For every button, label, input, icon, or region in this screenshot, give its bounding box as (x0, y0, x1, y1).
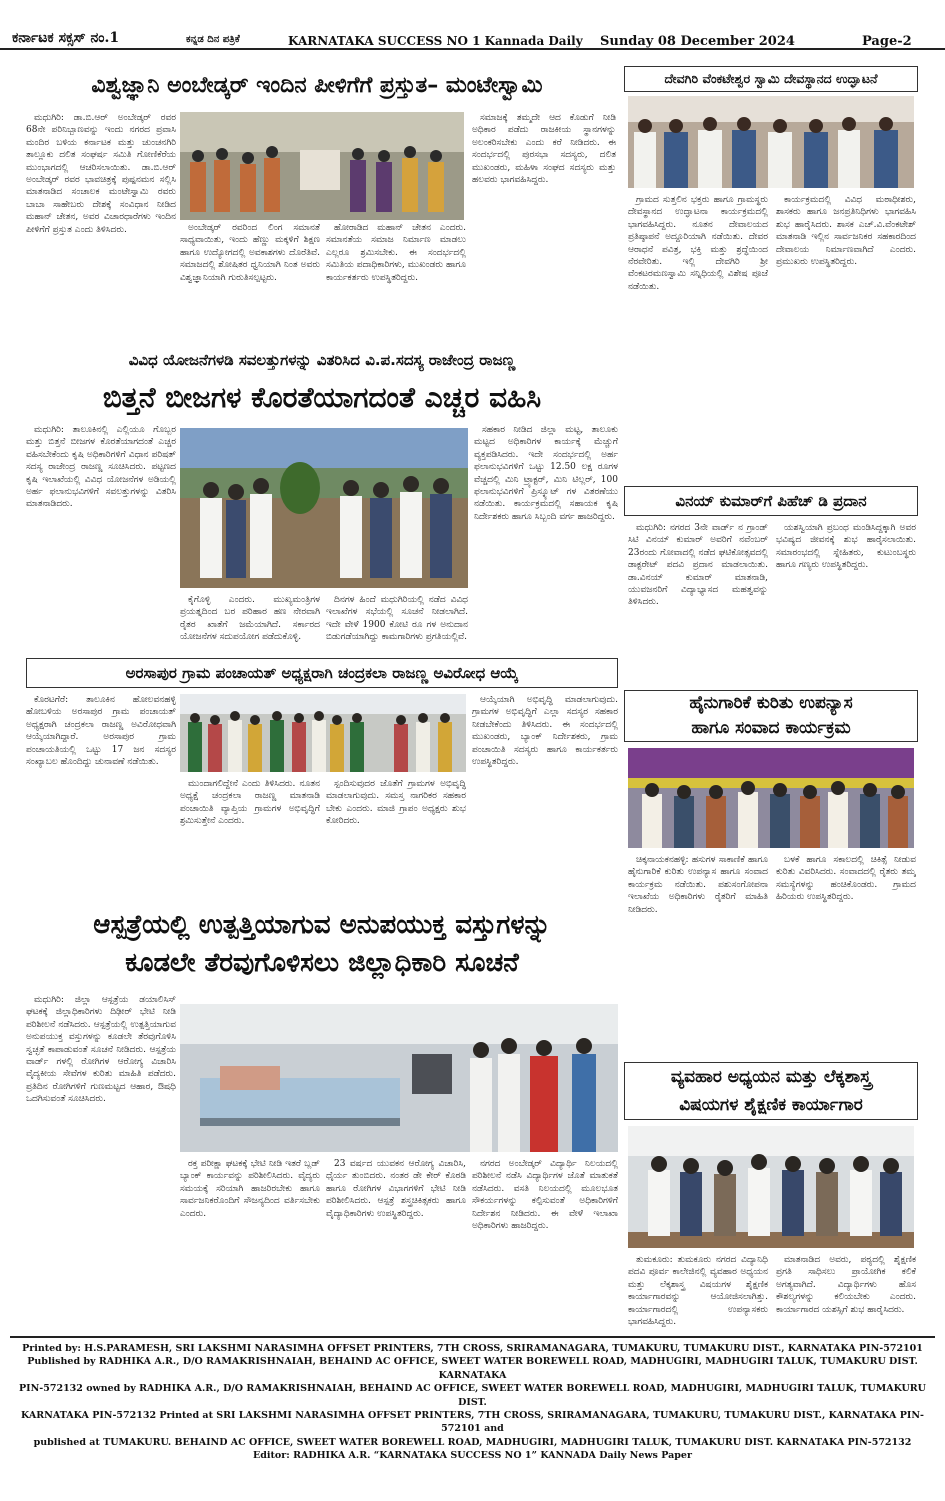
panchayat-col-4: ಆಯ್ಕೆಯಾಗಿ ಅಭಿವೃದ್ಧಿ ಮಾಡಲಾಗುವುದು. ಗ್ರಾಮಗಳ ಅಭಿವೃದ್ಧಿಗೆ ಎಲ್ಲಾ ಸದಸ್ಯರ ಸಹಕಾರ ನೀಡಬೇಕೆಂದು ತಿಳಿಸಿದರು. ಈ ಸಂದರ್ಭದಲ್ಲಿ ಮುಖಂಡರು, ಬ್ಯಾಂಕ್ ನಿರ್ದೇಶಕರು, ಗ್ರಾಮ ಪಂಚಾಯಿತಿ ಸದಸ್ಯರು ಹಾಗೂ ಕಾರ್ಯಕರ್ತರು ಉಪಸ್ಥಿತರಿದ್ದರು. (472, 695, 618, 768)
hospital-headline-line-2: ಕೂಡಲೇ ತೆರವುಗೊಳಿಸಲು ಜಿಲ್ಲಾಧಿಕಾರಿ ಸೂಚನೆ (125, 948, 519, 978)
doctorate-col-1: ಮಧುಗಿರಿ: ನಗರದ 3ನೇ ವಾರ್ಡ್ ನ ಗ್ರಾಂಡ್ ಸಿಟಿ ವಿನಯ್ ಕುಮಾರ್ ಅವರಿಗೆ ನವೆಂಬರ್ 23ರಂದು ಗೋವಾದಲ್ಲಿ ನಡೆದ ಘಟಿಕೋತ್ಸವದಲ್ಲಿ ಡಾಕ್ಟರೇಟ್ ಪದವಿ ಪ್ರದಾನ ಮಾಡಲಾಯಿತು. ಡಾ.ವಿನಯ್ ಕುಮಾರ್ ಮಾತನಾಡಿ, ಯುವಜನರಿಗೆ ವಿದ್ಯಾಭ್ಯಾಸದ ಮಹತ್ವವನ್ನು ತಿಳಿಸಿದರು. (628, 523, 768, 608)
sericulture-headline-line-2: ಹಾಗೂ ಸಂವಾದ ಕಾರ್ಯಕ್ರಮ (691, 718, 851, 738)
workshop-photo (628, 1126, 914, 1248)
sericulture-photo (628, 748, 914, 848)
sericulture-col-1: ಚಿಕ್ಕನಾಯಕನಹಳ್ಳಿ: ಹಸುಗಳ ಸಾಕಾಣಿಕೆ ಹಾಗೂ ಹೈನುಗಾರಿಕೆ ಕುರಿತು ಉಪನ್ಯಾಸ ಹಾಗೂ ಸಂವಾದ ಕಾರ್ಯಕ್ರಮ ನಡೆಯಿತು. ಪಶುಸಂಗೋಪನಾ ಇಲಾಖೆಯ ಅಧಿಕಾರಿಗಳು ರೈತರಿಗೆ ಮಾಹಿತಿ ನೀಡಿದರು. (628, 855, 768, 915)
workshop-headline-line-1: ವ್ಯವಹಾರ ಅಧ್ಯಯನ ಮತ್ತು ಲೆಕ್ಕಶಾಸ್ತ್ರ (670, 1067, 872, 1087)
seeds-headline: ಬಿತ್ತನೆ ಬೀಜಗಳ ಕೊರತೆಯಾಗದಂತೆ ಎಚ್ಚರ ವಹಿಸಿ (102, 381, 542, 414)
hospital-col-3: 23 ವರ್ಷದ ಯುವಕನ ಆರೋಗ್ಯ ವಿಚಾರಿಸಿ, ಧೈರ್ಯ ತುಂಬಿದರು. ನಂತರ ಡೇ ಕೇರ್ ಕೊಠಡಿ ಹಾಗೂ ರೋಗಿಗಳ ವಿಭಾಗಗಳಿಗೆ ಭೇಟಿ ನೀಡಿ ಪರಿಶೀಲಿಸಿದರು. ಆಸ್ಪತ್ರೆ ಶಸ್ತ್ರಚಿಕಿತ್ಸಕರು ಹಾಗೂ ವೈದ್ಯಾಧಿಕಾರಿಗಳು ಉಪಸ್ಥಿತರಿದ್ದರು. (326, 1159, 466, 1219)
imprint-line-1: Printed by: H.S.PARAMESH, SRI LAKSHMI NARASIMHA OFFSET PRINTERS, 7TH CROSS, SRIRAMANAGARA, TUMAKURU, TUMAKURU DIST., KARNATAKA PIN-572101 (22, 1343, 923, 1354)
sericulture-headline (624, 690, 918, 742)
imprint-line-3: PIN-572132 owned by RADHIKA A.R., D/O RAMAKRISHNAIAH, BEHAIND AC OFFICE, SWEET WATER BOREWELL ROAD, MADHUGIRI, MADHUGIRI TALUK, TUMAKURU DIST. (19, 1383, 926, 1408)
doctorate-col-2: ಯಶಸ್ವಿಯಾಗಿ ಪ್ರಬಂಧ ಮಂಡಿಸಿದ್ದಕ್ಕಾಗಿ ಅವರ ಭವಿಷ್ಯದ ಜೀವನಕ್ಕೆ ಶುಭ ಹಾರೈಸಲಾಯಿತು. ಸಮಾರಂಭದಲ್ಲಿ ಸ್ನೇಹಿತರು, ಕುಟುಂಬಸ್ಥರು ಹಾಗೂ ಗಣ್ಯರು ಉಪಸ್ಥಿತರಿದ್ದರು. (776, 523, 916, 571)
english-title: KARNATAKA SUCCESS NO 1 Kannada Daily (288, 34, 583, 48)
hospital-col-4: ನಗರದ ಅಂಬೇಡ್ಕರ್ ವಿದ್ಯಾರ್ಥಿ ನಿಲಯದಲ್ಲಿ ಪರಿಶೀಲನೆ ನಡೆಸಿ ವಿದ್ಯಾರ್ಥಿಗಳ ಜೊತೆ ಮಾತುಕತೆ ನಡೆಸಿದರು. ವಸತಿ ನಿಲಯದಲ್ಲಿ ಮೂಲಭೂತ ಸೌಕರ್ಯಗಳನ್ನು ಕಲ್ಪಿಸುವಂತೆ ಅಧಿಕಾರಿಗಳಿಗೆ ನಿರ್ದೇಶನ ನೀಡಿದರು. ಈ ವೇಳೆ ಇಲಾಖಾ ಅಧಿಕಾರಿಗಳು ಹಾಜರಿದ್ದರು. (472, 1159, 618, 1232)
hospital-col-1: ಮಧುಗಿರಿ: ಜಿಲ್ಲಾ ಆಸ್ಪತ್ರೆಯ ಡಯಾಲಿಸಿಸ್ ಘಟಕಕ್ಕೆ ಜಿಲ್ಲಾಧಿಕಾರಿಗಳು ದಿಢೀರ್ ಭೇಟಿ ನೀಡಿ ಪರಿಶೀಲನೆ ನಡೆಸಿದರು. ಆಸ್ಪತ್ರೆಯಲ್ಲಿ ಉತ್ಪತ್ತಿಯಾಗುವ ಅನುಪಯುಕ್ತ ವಸ್ತುಗಳನ್ನು ಕೂಡಲೇ ತೆರವುಗೊಳಿಸಿ ಸ್ವಚ್ಛತೆ ಕಾಪಾಡುವಂತೆ ಸೂಚನೆ ನೀಡಿದರು. ಆಸ್ಪತ್ರೆಯ ವಾರ್ಡ್ ಗಳಲ್ಲಿ ರೋಗಿಗಳ ಆರೋಗ್ಯ ವಿಚಾರಿಸಿ ವೈದ್ಯಕೀಯ ಸೇವೆಗಳ ಕುರಿತು ಮಾಹಿತಿ ಪಡೆದರು. ಪ್ರತಿದಿನ ರೋಗಿಗಳಿಗೆ ಗುಣಮಟ್ಟದ ಆಹಾರ, ಔಷಧಿ ಒದಗಿಸುವಂತೆ ಸೂಚಿಸಿದರು. (26, 995, 176, 1105)
temple-photo (628, 96, 914, 188)
ambedkar-headline: ವಿಶ್ವಜ್ಞಾನಿ ಅಂಬೇಡ್ಕರ್ ಇಂದಿನ ಪೀಳಿಗೆಗೆ ಪ್ರಸ್ತುತ– ಮಂಟೇಸ್ವಾಮಿ (91, 73, 543, 98)
imprint-footer (10, 1342, 935, 1462)
panchayat-headline: ಅರಸಾಪುರ ಗ್ರಾಮ ಪಂಚಾಯತ್ ಅಧ್ಯಕ್ಷರಾಗಿ ಚಂದ್ರಕಲಾ ರಾಜಣ್ಣ ಅವಿರೋಧ ಆಯ್ಕೆ (26, 658, 618, 688)
masthead (0, 0, 945, 50)
ambedkar-col-4: ಸಮಾಜಕ್ಕೆ ತಮ್ಮದೇ ಆದ ಕೊಡುಗೆ ನೀಡಿ ಅಧಿಕಾರ ಪಡೆದು ರಾಜಕೀಯ ಸ್ಥಾನಗಳನ್ನು ಅಲಂಕರಿಸಬೇಕು ಎಂದು ಕರೆ ನೀಡಿದರು. ಈ ಸಂದರ್ಭದಲ್ಲಿ ಪುರಸಭಾ ಸದಸ್ಯರು, ದಲಿತ ಮುಖಂಡರು, ಮಹಿಳಾ ಸಂಘದ ಸದಸ್ಯರು ಮತ್ತು ಹಲವರು ಭಾಗವಹಿಸಿದ್ದರು. (472, 113, 616, 186)
workshop-headline (624, 1062, 918, 1120)
seeds-col-2: ಕೈಗೊಳ್ಳಿ ಎಂದರು. ಮುಖ್ಯಮಂತ್ರಿಗಳ ಪ್ರಯತ್ನದಿಂದ ಬರ ಪರಿಹಾರ ಹಣ ನೇರವಾಗಿ ರೈತರ ಖಾತೆಗೆ ಜಮೆಯಾಗಿದೆ. ಸರ್ಕಾರದ ಯೋಜನೆಗಳ ಸದುಪಯೋಗ ಪಡೆದುಕೊಳ್ಳಿ. (180, 595, 320, 643)
seeds-col-4: ಸಹಕಾರ ನೀಡಿದ ಜಿಲ್ಲಾ ಮಟ್ಟ, ತಾಲೂಕು ಮಟ್ಟದ ಅಧಿಕಾರಿಗಳ ಕಾರ್ಯಕ್ಕೆ ಮೆಚ್ಚುಗೆ ವ್ಯಕ್ತಪಡಿಸಿದರು. ಇದೇ ಸಂದರ್ಭದಲ್ಲಿ ಅರ್ಹ ಫಲಾನುಭವಿಗಳಿಗೆ ಒಟ್ಟು 12.50 ಲಕ್ಷ ರೂಗಳ ವೆಚ್ಚದಲ್ಲಿ ಮಿನಿ ಟ್ರ್ಯಾಕ್ಟರ್, ಮಿನಿ ಟಿಲ್ಲರ್, 100 ಫಲಾನುಭವಿಗಳಿಗೆ ಪ್ರಿಸ್ಕ್ಯೂಟ್ ಗಳ ವಿತರಣೆಯು ನಡೆಯಿತು. ಕಾರ್ಯಕ್ರಮದಲ್ಲಿ ಸಹಾಯಕ ಕೃಷಿ ನಿರ್ದೇಶಕರು ಹಾಗೂ ಸಿಬ್ಬಂದಿ ವರ್ಗ ಹಾಜರಿದ್ದರು. (474, 425, 618, 522)
doctorate-headline: ವಿನಯ್ ಕುಮಾರ್‌ಗೆ ಪಿಹೆಚ್ ಡಿ ಪ್ರದಾನ (624, 486, 918, 516)
hospital-headline-line-1: ಆಸ್ಪತ್ರೆಯಲ್ಲಿ ಉತ್ಪತ್ತಿಯಾಗುವ ಅನುಪಯುಕ್ತ ವಸ್ತುಗಳನ್ನು (93, 910, 551, 940)
panchayat-col-2: ಮುಂದಾಗಲಿದ್ದೇನೆ ಎಂದು ತಿಳಿಸಿದರು. ನೂತನ ಅಧ್ಯಕ್ಷೆ ಚಂದ್ರಕಲಾ ರಾಜಣ್ಣ ಮಾತನಾಡಿ ಪಂಚಾಯಿತಿ ವ್ಯಾಪ್ತಿಯ ಗ್ರಾಮಗಳ ಅಭಿವೃದ್ಧಿಗೆ ಶ್ರಮಿಸುತ್ತೇನೆ ಎಂದರು. (180, 779, 320, 827)
ambedkar-col-3: ಹೋರಾಡಿದ ಮಹಾನ್ ಚೇತನ ಎಂದರು. ಸಮಾನತೆಯ ಸಮಾಜ ನಿರ್ಮಾಣ ಮಾಡಲು ಎಲ್ಲರೂ ಶ್ರಮಿಸಬೇಕು. ಈ ಸಂದರ್ಭದಲ್ಲಿ ಸಮಿತಿಯ ಪದಾಧಿಕಾರಿಗಳು, ಮುಖಂಡರು ಹಾಗೂ ಕಾರ್ಯಕರ್ತರು ಉಪಸ್ಥಿತರಿದ್ದರು. (326, 223, 466, 283)
temple-col-1: ಗ್ರಾಮದ ಸುತ್ತಲಿನ ಭಕ್ತರು ಹಾಗೂ ಗ್ರಾಮಸ್ಥರು ದೇವಸ್ಥಾನದ ಉದ್ಘಾಟನಾ ಕಾರ್ಯಕ್ರಮದಲ್ಲಿ ಭಾಗವಹಿಸಿದ್ದರು. ನೂತನ ದೇವಾಲಯದ ಪ್ರತಿಷ್ಠಾಪನೆ ಅದ್ದೂರಿಯಾಗಿ ನಡೆಯಿತು. ದೇವರ ಆರಾಧನೆ ಪವಿತ್ರ, ಭಕ್ತಿ ಮತ್ತು ಶ್ರದ್ಧೆಯಿಂದ ನೆರವೇರಿತು. ಇಲ್ಲಿ ದೇವಗಿರಿ ಶ್ರೀ ವೆಂಕಟರಮಣಸ್ವಾಮಿ ಸನ್ನಿಧಿಯಲ್ಲಿ ವಿಶೇಷ ಪೂಜೆ ನಡೆಯಿತು. (628, 195, 768, 292)
issue-date: Sunday 08 December 2024 (600, 34, 795, 49)
imprint-editor-line: Editor: RADHIKA A.R. “KARNATAKA SUCCESS NO 1” KANNADA Daily News Paper (253, 1450, 692, 1462)
ambedkar-col-1: ಮಧುಗಿರಿ: ಡಾ.ಬಿ.ಆರ್ ಅಂಬೇಡ್ಕರ್ ರವರ 68ನೇ ಪರಿನಿಬ್ಬಾಣವನ್ನು ಇಂದು ನಗರದ ಪ್ರವಾಸಿ ಮಂದಿರ ಬಳಿಯ ಕರ್ನಾಟಕ ಮತ್ತು ಚುಂಚನಗಿರಿ ತಾಲ್ಲೂಕು ದಲಿತ ಸಂಘರ್ಷ ಸಮಿತಿ ಗೋಣಿಕೆರೆಯ ಮುಂಭಾಗದಲ್ಲಿ ಆಚರಿಸಲಾಯಿತು. ಡಾ.ಬಿ.ಆರ್ ಅಂಬೇಡ್ಕರ್ ರವರ ಭಾವಚಿತ್ರಕ್ಕೆ ಪುಷ್ಪನಮನ ಸಲ್ಲಿಸಿ ಮಾತನಾಡಿದ ಸಂಚಾಲಕ ಮಂಟೇಸ್ವಾಮಿ ರವರು ಬಾಬಾ ಸಾಹೇಬರು ದೇಶಕ್ಕೆ ಸಂವಿಧಾನ ನೀಡಿದ ಮಹಾನ್ ಚೇತನ, ಅವರ ವಿಚಾರಧಾರೆಗಳು ಇಂದಿನ ಪೀಳಿಗೆಗೆ ಪ್ರಸ್ತುತ ಎಂದು ತಿಳಿಸಿದರು. (26, 113, 176, 235)
sericulture-headline-line-1: ಹೈನುಗಾರಿಕೆ ಕುರಿತು ಉಪನ್ಯಾಸ (689, 693, 853, 713)
sericulture-col-2: ಬಳಕೆ ಹಾಗೂ ಸಕಾಲದಲ್ಲಿ ಚಿಕಿತ್ಸೆ ನೀಡುವ ಕುರಿತು ವಿವರಿಸಿದರು. ಸಂವಾದದಲ್ಲಿ ರೈತರು ತಮ್ಮ ಸಮಸ್ಯೆಗಳನ್ನು ಹಂಚಿಕೊಂಡರು. ಗ್ರಾಮದ ಹಿರಿಯರು ಉಪಸ್ಥಿತರಿದ್ದರು. (776, 855, 916, 903)
workshop-headline-line-2: ವಿಷಯಗಳ ಶೈಕ್ಷಣಿಕ ಕಾರ್ಯಾಗಾರ (679, 1095, 863, 1115)
workshop-col-1: ತುಮಕೂರು: ತುಮಕೂರು ನಗರದ ವಿದ್ಯಾನಿಧಿ ಪದವಿ ಪೂರ್ವ ಕಾಲೇಜಿನಲ್ಲಿ ವ್ಯವಹಾರ ಅಧ್ಯಯನ ಮತ್ತು ಲೆಕ್ಕಶಾಸ್ತ್ರ ವಿಷಯಗಳ ಶೈಕ್ಷಣಿಕ ಕಾರ್ಯಾಗಾರವನ್ನು ಆಯೋಜಿಸಲಾಗಿತ್ತು. ಕಾರ್ಯಾಗಾರದಲ್ಲಿ ಉಪನ್ಯಾಸಕರು ಭಾಗವಹಿಸಿದ್ದರು. (628, 1255, 768, 1328)
seeds-col-1: ಮಧುಗಿರಿ: ತಾಲೂಕಿನಲ್ಲಿ ಎಲ್ಲಿಯೂ ಗೊಬ್ಬರ ಮತ್ತು ಬಿತ್ತನೆ ಬೀಜಗಳ ಕೊರತೆಯಾಗದಂತೆ ಎಚ್ಚರ ವಹಿಸಬೇಕೆಂದು ಕೃಷಿ ಅಧಿಕಾರಿಗಳಿಗೆ ವಿಧಾನ ಪರಿಷತ್ ಸದಸ್ಯ ರಾಜೇಂದ್ರ ರಾಜಣ್ಣ ಸೂಚಿಸಿದರು. ಪಟ್ಟಣದ ಕೃಷಿ ಇಲಾಖೆಯಲ್ಲಿ ವಿವಿಧ ಯೋಜನೆಗಳ ಅಡಿಯಲ್ಲಿ ಅರ್ಹ ಫಲಾನುಭವಿಗಳಿಗೆ ಸವಲತ್ತುಗಳನ್ನು ವಿತರಿಸಿ ಮಾತನಾಡಿದರು. (26, 425, 176, 510)
seeds-col-3: ದಿನಗಳ ಹಿಂದೆ ಮಧುಗಿರಿಯಲ್ಲಿ ನಡೆದ ವಿವಿಧ ಇಲಾಖೆಗಳ ಸಭೆಯಲ್ಲಿ ಸೂಚನೆ ನೀಡಲಾಗಿದೆ. ಇದೇ ವೇಳೆ 1900 ಕೋಟಿ ರೂ ಗಳ ಅನುದಾನ ಬಿಡುಗಡೆಯಾಗಿದ್ದು ಕಾಮಗಾರಿಗಳು ಪ್ರಗತಿಯಲ್ಲಿವೆ. (326, 595, 468, 643)
imprint-line-5: published at TUMAKURU. BEHAIND AC OFFICE, SWEET WATER BOREWELL ROAD, MADHUGIRI, MADHUGIRI TALUK, TUMAKURU DIST. KARNATAKA PIN-572132 (33, 1436, 912, 1448)
imprint-line-2: Published by RADHIKA A.R., D/O RAMAKRISHNAIAH, BEHAIND AC OFFICE, SWEET WATER BOREWELL ROAD, MADHUGIRI, MADHUGIRI TALUK, TUMAKURU DIST. KARNATAKA (27, 1356, 918, 1381)
temple-headline: ದೇವಗಿರಿ ವೆಂಕಟೇಶ್ವರ ಸ್ವಾಮಿ ದೇವಸ್ಥಾನದ ಉದ್ಘಾಟನೆ (624, 66, 918, 92)
workshop-col-2: ಮಾತನಾಡಿದ ಅವರು, ಪಠ್ಯದಲ್ಲಿ ಶೈಕ್ಷಣಿಕ ಪ್ರಗತಿ ಸಾಧಿಸಲು ಪ್ರಾಯೋಗಿಕ ಕಲಿಕೆ ಅಗತ್ಯವಾಗಿದೆ. ವಿದ್ಯಾರ್ಥಿಗಳು ಹೊಸ ಕೌಶಲ್ಯಗಳನ್ನು ಕಲಿಯಬೇಕು ಎಂದರು. ಕಾರ್ಯಾಗಾರದ ಯಶಸ್ಸಿಗೆ ಶುಭ ಹಾರೈಸಿದರು. (776, 1255, 916, 1315)
panchayat-col-1: ಕೊರಟಗೆರೆ: ತಾಲೂಕಿನ ಹೋಲವನಹಳ್ಳಿ ಹೋಬಳಿಯ ಅರಸಾಪುರ ಗ್ರಾಮ ಪಂಚಾಯತ್ ಅಧ್ಯಕ್ಷರಾಗಿ ಚಂದ್ರಕಲಾ ರಾಜಣ್ಣ ಅವಿರೋಧವಾಗಿ ಆಯ್ಕೆಯಾಗಿದ್ದಾರೆ. ಅರಸಾಪುರ ಗ್ರಾಮ ಪಂಚಾಯತಿಯಲ್ಲಿ ಒಟ್ಟು 17 ಜನ ಸದಸ್ಯರ ಸಂಖ್ಯಾಬಲ ಹೊಂದಿದ್ದು ಚುನಾವಣೆ ನಡೆಯಿತು. (26, 695, 176, 768)
hospital-photo (180, 1004, 618, 1152)
hospital-col-2: ರಕ್ತ ಪರೀಕ್ಷಾ ಘಟಕಕ್ಕೆ ಭೇಟಿ ನೀಡಿ ಇತರೆ ಬ್ಲಡ್ ಬ್ಯಾಂಕ್ ಕಾರ್ಯವನ್ನು ಪರಿಶೀಲಿಸಿದರು. ವೈದ್ಯರು ಸಮಯಕ್ಕೆ ಸರಿಯಾಗಿ ಹಾಜರಿರಬೇಕು ಹಾಗೂ ಸಾರ್ವಜನಿಕರೊಂದಿಗೆ ಸೌಜನ್ಯದಿಂದ ವರ್ತಿಸಬೇಕು ಎಂದರು. (180, 1159, 320, 1219)
temple-col-2: ಕಾರ್ಯಕ್ರಮದಲ್ಲಿ ವಿವಿಧ ಮಠಾಧೀಶರು, ಶಾಸಕರು ಹಾಗೂ ಜನಪ್ರತಿನಿಧಿಗಳು ಭಾಗವಹಿಸಿ ಶುಭ ಹಾರೈಸಿದರು. ಶಾಸಕ ಎಚ್.ವಿ.ವೆಂಕಟೇಶ್ ಮಾತನಾಡಿ ಇಲ್ಲಿನ ಸಾರ್ವಜನಿಕರ ಸಹಕಾರದಿಂದ ದೇವಾಲಯ ನಿರ್ಮಾಣವಾಗಿದೆ ಎಂದರು. ಪ್ರಮುಖರು ಉಪಸ್ಥಿತರಿದ್ದರು. (776, 195, 916, 268)
panchayat-photo (180, 694, 466, 772)
imprint-line-4: KARNATAKA PIN-572132 Printed at SRI LAKSHMI NARASIMHA OFFSET PRINTERS, 7TH CROSS, SRIRAMANAGARA, TUMAKURU, TUMAKURU DIST., KARNATAKA PIN-572101 and (21, 1410, 924, 1435)
page-number: Page-2 (862, 34, 912, 49)
footer-rule (10, 1336, 935, 1338)
ambedkar-col-2: ಅಂಬೇಡ್ಕರ್ ರವರಿಂದ ಲಿಂಗ ಸಮಾನತೆ ಸಾಧ್ಯವಾಯಿತು, ಇಂದು ಹೆಣ್ಣು ಮಕ್ಕಳಿಗೆ ಶಿಕ್ಷಣ ಹಾಗೂ ಉದ್ಯೋಗದಲ್ಲಿ ಅವಕಾಶಗಳು ದೊರೆತಿವೆ. ಸಮಾಜದಲ್ಲಿ ಶೋಷಿತರ ಧ್ವನಿಯಾಗಿ ನಿಂತ ಅವರು ವಿಶ್ವಜ್ಞಾನಿಯಾಗಿ ಗುರುತಿಸಲ್ಪಟ್ಟರು. (180, 223, 320, 283)
panchayat-col-3: ಸ್ಪಂದಿಸುವುದರ ಜೊತೆಗೆ ಗ್ರಾಮಗಳ ಅಭಿವೃದ್ಧಿ ಮಾಡಲಾಗುವುದು. ಸಮಸ್ತ ನಾಗರಿಕರ ಸಹಕಾರ ಬೇಕು ಎಂದರು. ಮಾಜಿ ಗ್ರಾಪಂ ಅಧ್ಯಕ್ಷರು ಶುಭ ಕೋರಿದರು. (326, 779, 466, 827)
paper-name: ಕರ್ನಾಟಕ ಸಕ್ಸಸ್ ನಂ.1 (12, 30, 120, 46)
seeds-photo (180, 428, 468, 588)
ambedkar-photo (180, 112, 464, 220)
paper-tagline: ಕನ್ನಡ ದಿನ ಪತ್ರಿಕೆ (186, 34, 240, 45)
seeds-kicker: ವಿವಿಧ ಯೋಜನೆಗಳಡಿ ಸವಲತ್ತುಗಳನ್ನು ವಿತರಿಸಿದ ವಿ.ಪ.ಸದಸ್ಯ ರಾಜೇಂದ್ರ ರಾಜಣ್ಣ (128, 351, 516, 369)
hospital-headline (26, 906, 618, 982)
